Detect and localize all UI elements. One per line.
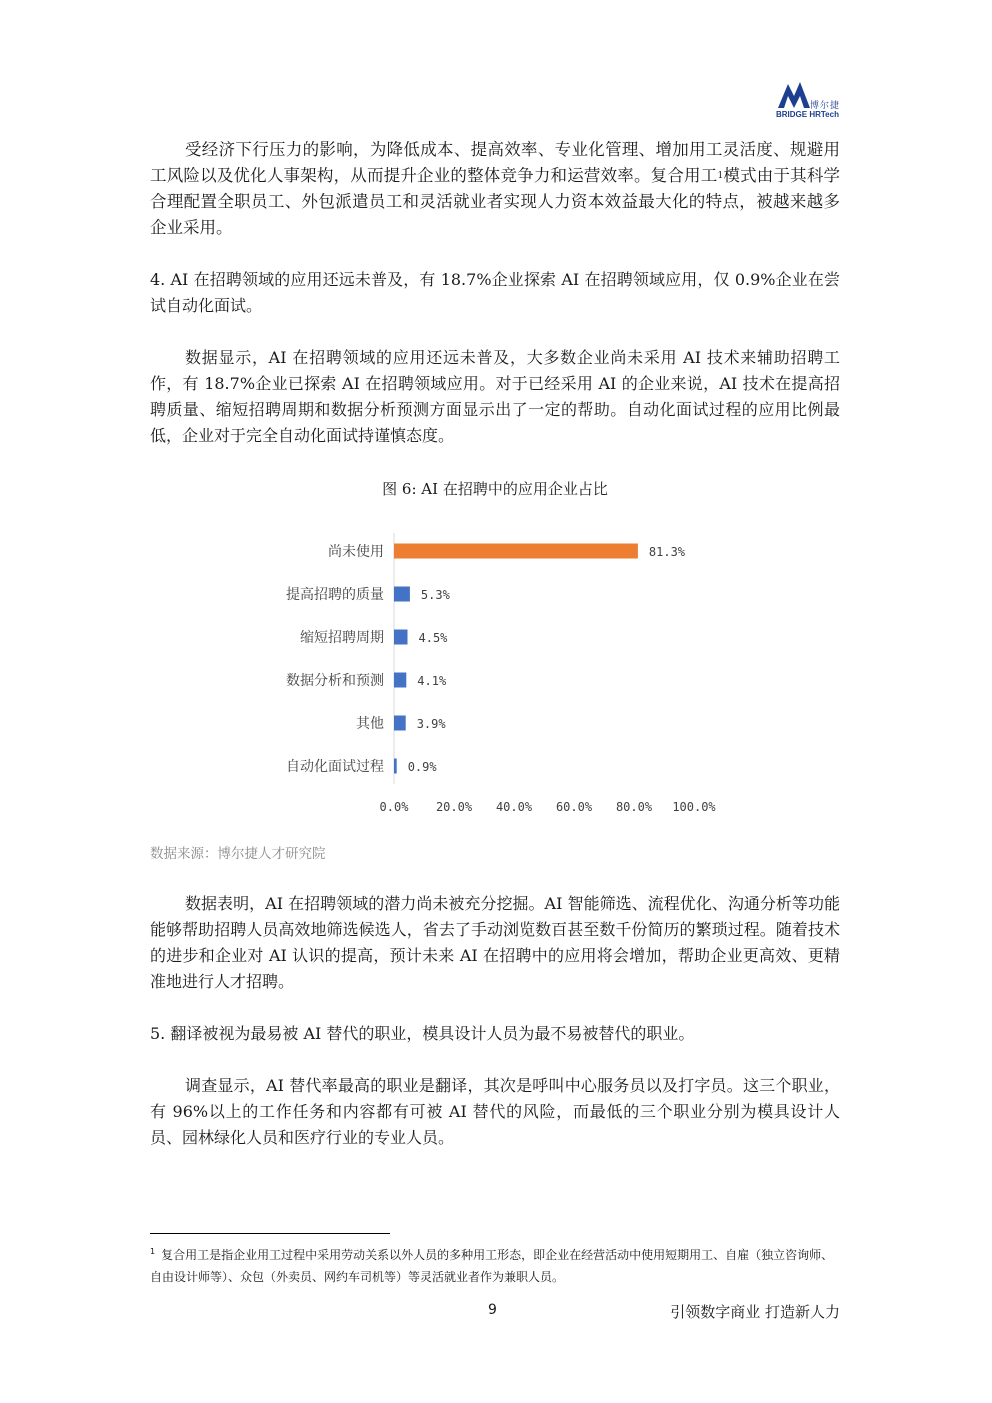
ai-recruiting-bar-chart: [250, 525, 770, 830]
footer-slogan: 引领数字商业 打造新人力: [670, 1303, 840, 1321]
chart-bar: [394, 673, 406, 688]
footnote-divider: [150, 1233, 390, 1234]
chart-data-label: 3.9%: [416, 717, 446, 731]
chart-x-tick-label: 80.0%: [615, 800, 653, 814]
logo-cn-text: 博尔捷: [810, 101, 841, 111]
chart-x-tick-label: 0.0%: [379, 800, 409, 814]
paragraph-2: 数据显示，AI 在招聘领域的应用还远未普及，大多数企业尚未采用 AI 技术来辅助招聘工作，有 18.7%企业已探索 AI 在招聘领域应用。对于已经采用 AI 的企业来说，AI 技术在提高招聘质量、缩短招聘周期和数据分析预测方面显示出了一定的帮助。自动化面试过程的应用比例最低，企业对于完全自动化面试持谨慎态度。: [150, 348, 840, 445]
bridge-hrtech-logo: [776, 80, 842, 120]
chart-bar: [394, 630, 408, 645]
footnote-ref: 1: [717, 171, 724, 181]
paragraph-1: [150, 137, 840, 241]
chart-data-label: 81.3%: [648, 545, 686, 559]
chart-category-label: 提高招聘的质量: [286, 587, 384, 603]
chart-bar: [394, 716, 406, 731]
paragraph-4: 调查显示，AI 替代率最高的职业是翻译，其次是呼叫中心服务员以及打字员。这三个职业，有 96%以上的工作任务和内容都有可被 AI 替代的风险，而最低的三个职业分别为模具设计人员、园林绿化人员和医疗行业的专业人员。: [150, 1076, 840, 1147]
logo-en-text: BRIDGE HRTech: [776, 110, 839, 119]
chart-bar: [394, 544, 638, 559]
paragraph-1-text-b: 模式由于其科学合理配置全职员工、外包派遣员工和灵活就业者实现人力资本效益最大化的特点，被越来越多企业采用。: [150, 166, 841, 237]
chart-data-label: 5.3%: [420, 588, 450, 602]
chart-x-tick-label: 60.0%: [555, 800, 593, 814]
footnote-mark: 1: [150, 1247, 156, 1256]
paragraph-3: 数据表明，AI 在招聘领域的潜力尚未被充分挖掘。AI 智能筛选、流程优化、沟通分析等功能能够帮助招聘人员高效地筛选候选人，省去了手动浏览数百甚至数千份简历的繁琐过程。随着技术的进步和企业对 AI 认识的提高，预计未来 AI 在招聘中的应用将会增加，帮助企业更高效、更精准地进行人才招聘。: [150, 894, 840, 991]
chart-category-label: 尚未使用: [328, 544, 384, 560]
chart-category-label: 数据分析和预测: [286, 673, 384, 689]
figure-caption: 图 6: AI 在招聘中的应用企业占比: [382, 480, 608, 498]
chart-category-label: 其他: [356, 716, 384, 732]
chart-data-label: 4.1%: [417, 674, 447, 688]
chart-data-label: 0.9%: [407, 760, 437, 774]
chart-bar: [394, 759, 397, 774]
chart-category-label: 缩短招聘周期: [300, 630, 384, 646]
chart-x-tick-label: 20.0%: [435, 800, 473, 814]
data-source: 数据来源：博尔捷人才研究院: [150, 846, 326, 862]
logo-mark-icon: [776, 80, 812, 110]
footnote: [150, 1244, 842, 1288]
paragraph-1-text-a: 受经济下行压力的影响，为降低成本、提高效率、专业化管理、增加用工灵活度、规避用工风险以及优化人事架构，从而提升企业的整体竞争力和运营效率。复合用工: [150, 140, 840, 185]
chart-data-label: 4.5%: [418, 631, 448, 645]
page-number: 9: [488, 1302, 497, 1318]
chart-category-label: 自动化面试过程: [286, 759, 384, 775]
chart-bar: [394, 587, 410, 602]
point-5-heading: 5. 翻译被视为最易被 AI 替代的职业，模具设计人员为最不易被替代的职业。: [150, 1024, 695, 1043]
point-4-heading: 4. AI 在招聘领域的应用还远未普及，有 18.7%企业探索 AI 在招聘领域应用，仅 0.9%企业在尝试自动化面试。: [150, 270, 840, 315]
chart-x-tick-label: 40.0%: [495, 800, 533, 814]
chart-x-tick-label: 100.0%: [672, 800, 716, 814]
footnote-text: 复合用工是指企业用工过程中采用劳动关系以外人员的多种用工形态，即企业在经营活动中使用短期用工、自雇（独立咨询师、自由设计师等）、众包（外卖员、网约车司机等）等灵活就业者作为兼职人员。: [150, 1248, 834, 1284]
